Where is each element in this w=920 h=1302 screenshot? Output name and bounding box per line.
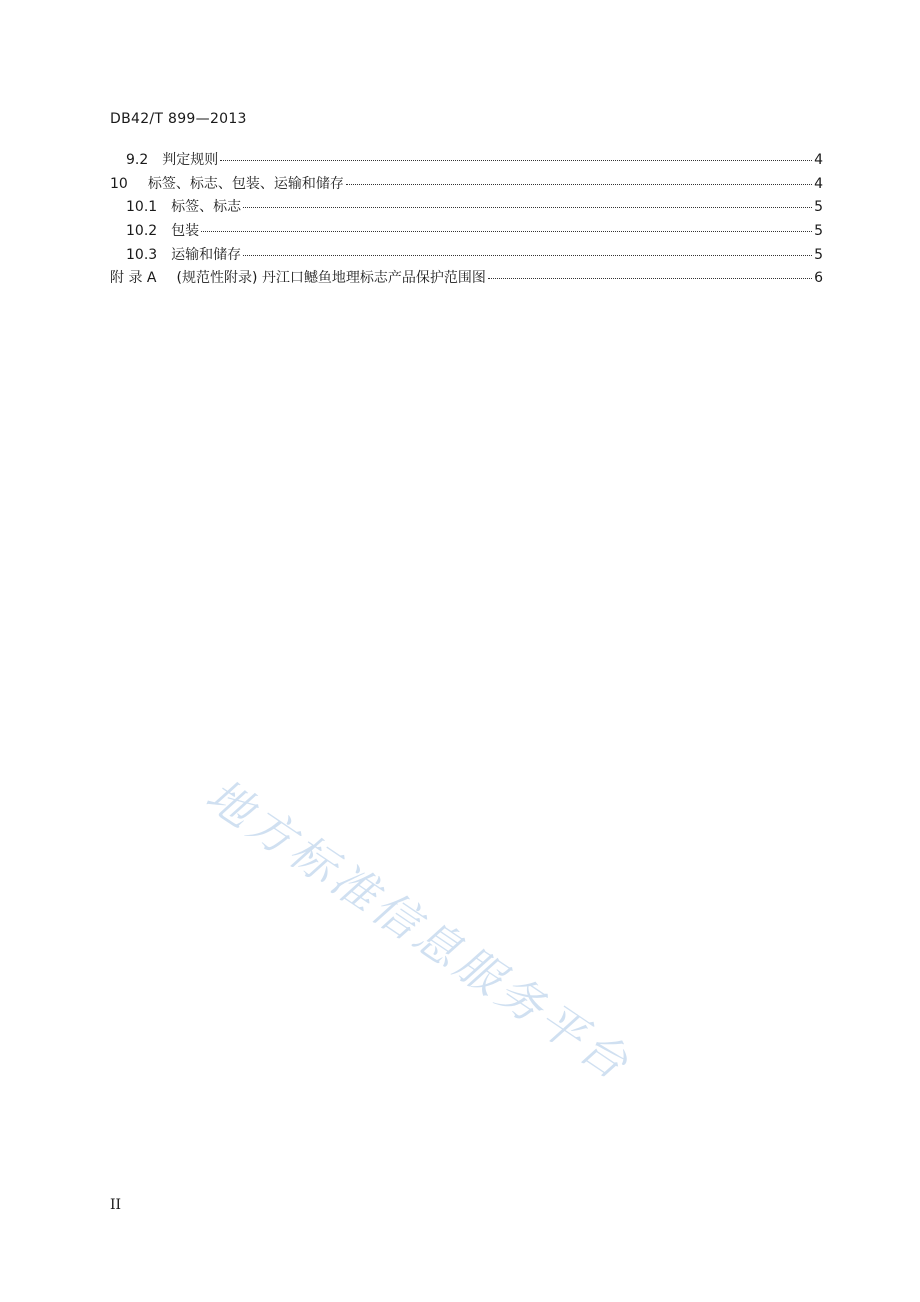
toc-leader-dots <box>201 231 812 232</box>
toc-entry-title: 运输和储存 <box>171 246 242 263</box>
toc-leader-dots <box>243 207 812 208</box>
toc-entry-title: 标签、标志 <box>171 199 242 216</box>
toc-entry-page: 6 <box>814 270 823 287</box>
toc-entry[interactable] <box>110 244 823 268</box>
toc-leader-dots <box>488 278 812 279</box>
toc-entry[interactable] <box>110 173 823 197</box>
table-of-contents <box>110 149 823 291</box>
toc-entry-title: (规范性附录) 丹江口鳡鱼地理标志产品保护范围图 <box>176 270 486 287</box>
toc-entry-title: 判定规则 <box>162 152 219 168</box>
toc-entry-page: 5 <box>814 223 823 240</box>
toc-entry[interactable] <box>110 267 823 291</box>
toc-entry-number: 10.3 <box>126 246 158 263</box>
watermark: 地方标准信息服务平台 <box>196 768 641 1092</box>
toc-entry-page: 5 <box>814 199 823 216</box>
toc-entry[interactable] <box>110 196 823 220</box>
toc-leader-dots <box>220 160 812 161</box>
page-number: II <box>110 1197 122 1213</box>
toc-entry[interactable] <box>110 220 823 244</box>
toc-entry-number: 10 <box>110 175 128 192</box>
toc-entry-number: 10.2 <box>126 223 158 240</box>
toc-entry-page: 4 <box>814 152 823 168</box>
document-code: DB42/T 899—2013 <box>110 111 247 127</box>
toc-entry-number: 9.2 <box>126 152 149 168</box>
toc-entry-page: 5 <box>814 246 823 263</box>
toc-entry[interactable] <box>110 149 823 173</box>
toc-leader-dots <box>243 255 812 256</box>
toc-entry-title: 包装 <box>171 223 200 240</box>
toc-entry-number: 10.1 <box>126 199 158 216</box>
toc-entry-number: 附 录 A <box>110 270 157 287</box>
toc-leader-dots <box>346 184 812 185</box>
toc-entry-title: 标签、标志、包装、运输和储存 <box>147 175 344 192</box>
toc-entry-page: 4 <box>814 175 823 192</box>
